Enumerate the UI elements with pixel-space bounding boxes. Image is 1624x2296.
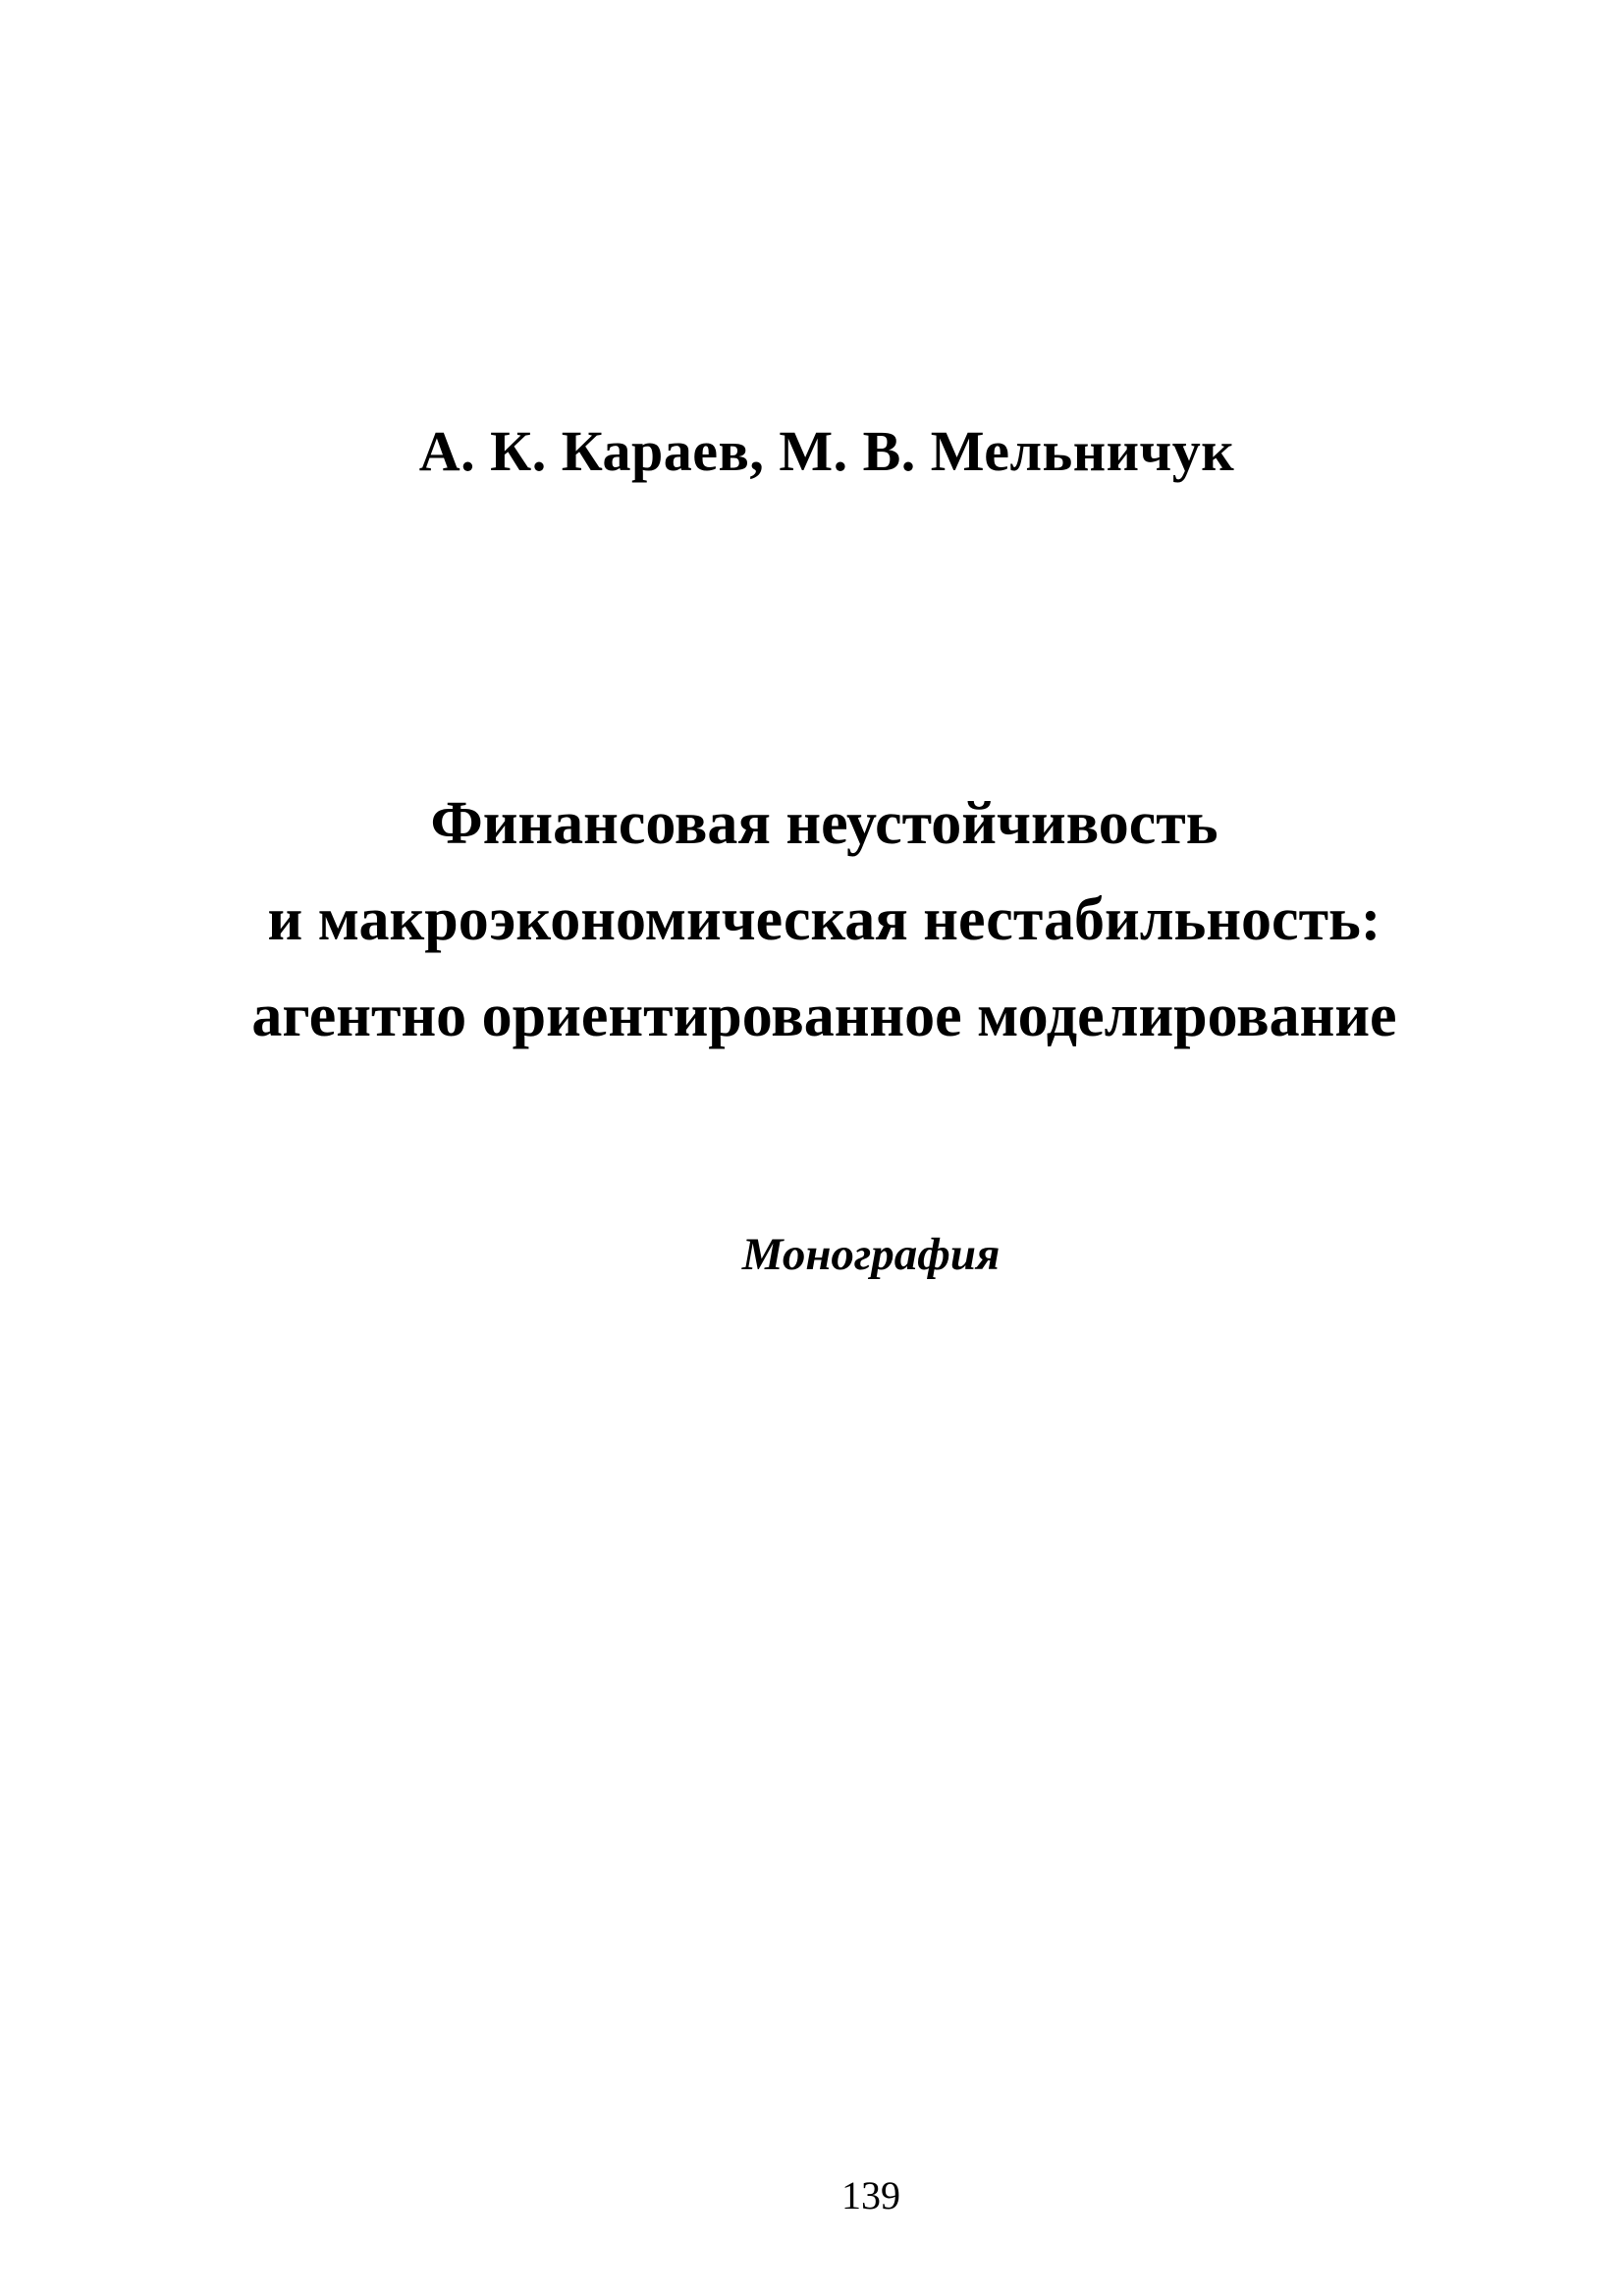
genre-label: Монография bbox=[741, 1229, 1001, 1280]
book-title bbox=[0, 775, 1624, 1064]
page-number-text: 139 bbox=[841, 2173, 900, 2217]
title-line: и макроэкономическая нестабильность: bbox=[267, 886, 1381, 953]
title-line: агентно ориентированное моделирование bbox=[251, 983, 1397, 1049]
title-line: Финансовая неустойчивость bbox=[430, 790, 1218, 857]
page-number bbox=[0, 2173, 1624, 2219]
authors: А. К. Караев, М. В. Мельничук bbox=[418, 419, 1235, 483]
